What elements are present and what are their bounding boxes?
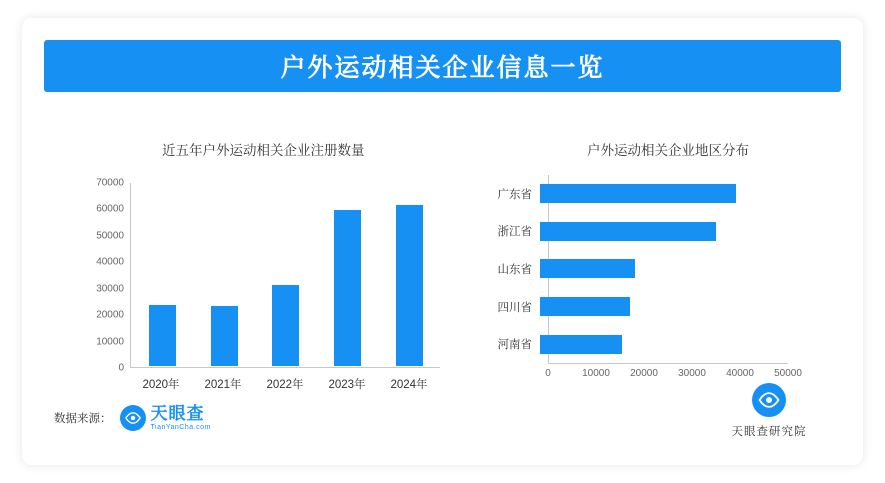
- x-tick-label-40000: 40000: [726, 368, 754, 379]
- institute-name: 天眼查研究院: [731, 426, 807, 438]
- y-tick-label: 50000: [96, 230, 124, 242]
- page-title: 户外运动相关企业信息一览: [280, 54, 605, 82]
- y-tick-label: 10000: [96, 336, 124, 348]
- table-row: [482, 250, 842, 288]
- y-tick-label: 60000: [96, 203, 124, 215]
- x-tick-label-2024: 2024年: [390, 379, 428, 391]
- bar-track: [540, 288, 842, 326]
- vertical-bar-chart: [62, 177, 452, 398]
- category-label-zhejiang: 浙江省: [497, 226, 532, 239]
- bar-track: [540, 250, 842, 288]
- bar-2024[interactable]: [396, 205, 423, 366]
- chart-panel-regions: [482, 113, 842, 413]
- table-row: [482, 325, 842, 363]
- table-row: [482, 175, 842, 213]
- logo-name-cn: 天眼查: [150, 404, 205, 423]
- bar-slot: [320, 183, 375, 366]
- x-tick-label-50000: 50000: [774, 368, 802, 379]
- x-axis-line: [548, 363, 788, 364]
- logo-name-en: TianYanCha.com: [150, 424, 211, 431]
- eye-icon: [120, 405, 146, 431]
- chart-title-regions: 户外运动相关企业地区分布: [587, 143, 749, 158]
- x-tick-label-2021: 2021年: [204, 379, 242, 391]
- chart-panel-registrations: [62, 113, 452, 413]
- x-axis-labels-regions: [545, 368, 802, 384]
- source-label: 数据来源：: [54, 413, 112, 425]
- x-tick-label-10000: 10000: [582, 368, 610, 379]
- bar-track: [540, 325, 842, 363]
- x-tick-label-2023: 2023年: [328, 379, 366, 391]
- data-source: [54, 405, 211, 431]
- bar-slot: [381, 183, 436, 366]
- bar-2023[interactable]: [334, 210, 361, 366]
- bar-series-regions: [482, 175, 842, 363]
- table-row: [482, 288, 842, 326]
- bar-2021[interactable]: [211, 306, 238, 366]
- category-label-shandong: 山东省: [497, 263, 532, 276]
- x-axis-labels: [130, 376, 440, 392]
- institute-badge: [709, 383, 829, 439]
- y-tick-label: 30000: [96, 283, 124, 295]
- bar-slot: [197, 183, 252, 366]
- bar-shandong[interactable]: [540, 259, 635, 278]
- bar-track: [540, 213, 842, 251]
- bar-sichuan[interactable]: [540, 297, 630, 316]
- logo-wordmark: [151, 405, 211, 431]
- bar-slot: [258, 183, 313, 366]
- y-tick-label: 0: [118, 362, 124, 374]
- bar-henan[interactable]: [540, 335, 622, 354]
- bar-slot: [135, 183, 190, 366]
- category-label-guangdong: 广东省: [497, 188, 532, 201]
- eye-icon: [752, 383, 786, 417]
- category-label-henan: 河南省: [497, 339, 532, 352]
- chart-title-registrations: 近五年户外运动相关企业注册数量: [162, 143, 365, 158]
- table-row: [482, 213, 842, 251]
- bar-zhejiang[interactable]: [540, 222, 716, 241]
- horizontal-bar-chart: [482, 175, 842, 405]
- plot-area-registrations: [130, 183, 440, 368]
- infographic-card: [22, 18, 863, 465]
- y-tick-label: 20000: [96, 309, 124, 321]
- x-tick-label-20000: 20000: [630, 368, 658, 379]
- x-tick-label-2020: 2020年: [142, 379, 180, 391]
- y-tick-label: 40000: [96, 256, 124, 268]
- y-axis-labels: [62, 177, 124, 374]
- x-tick-label-0: 0: [545, 368, 551, 379]
- header-banner: [44, 40, 841, 92]
- x-tick-label-2022: 2022年: [266, 379, 304, 391]
- bar-2022[interactable]: [272, 285, 299, 366]
- category-label-sichuan: 四川省: [497, 301, 532, 314]
- bar-2020[interactable]: [149, 305, 176, 366]
- bar-track: [540, 175, 842, 213]
- bar-guangdong[interactable]: [540, 184, 736, 203]
- tianyancha-logo[interactable]: [120, 405, 211, 431]
- x-tick-label-30000: 30000: [678, 368, 706, 379]
- bar-series-registrations: [132, 183, 440, 366]
- y-tick-label: 70000: [96, 177, 124, 189]
